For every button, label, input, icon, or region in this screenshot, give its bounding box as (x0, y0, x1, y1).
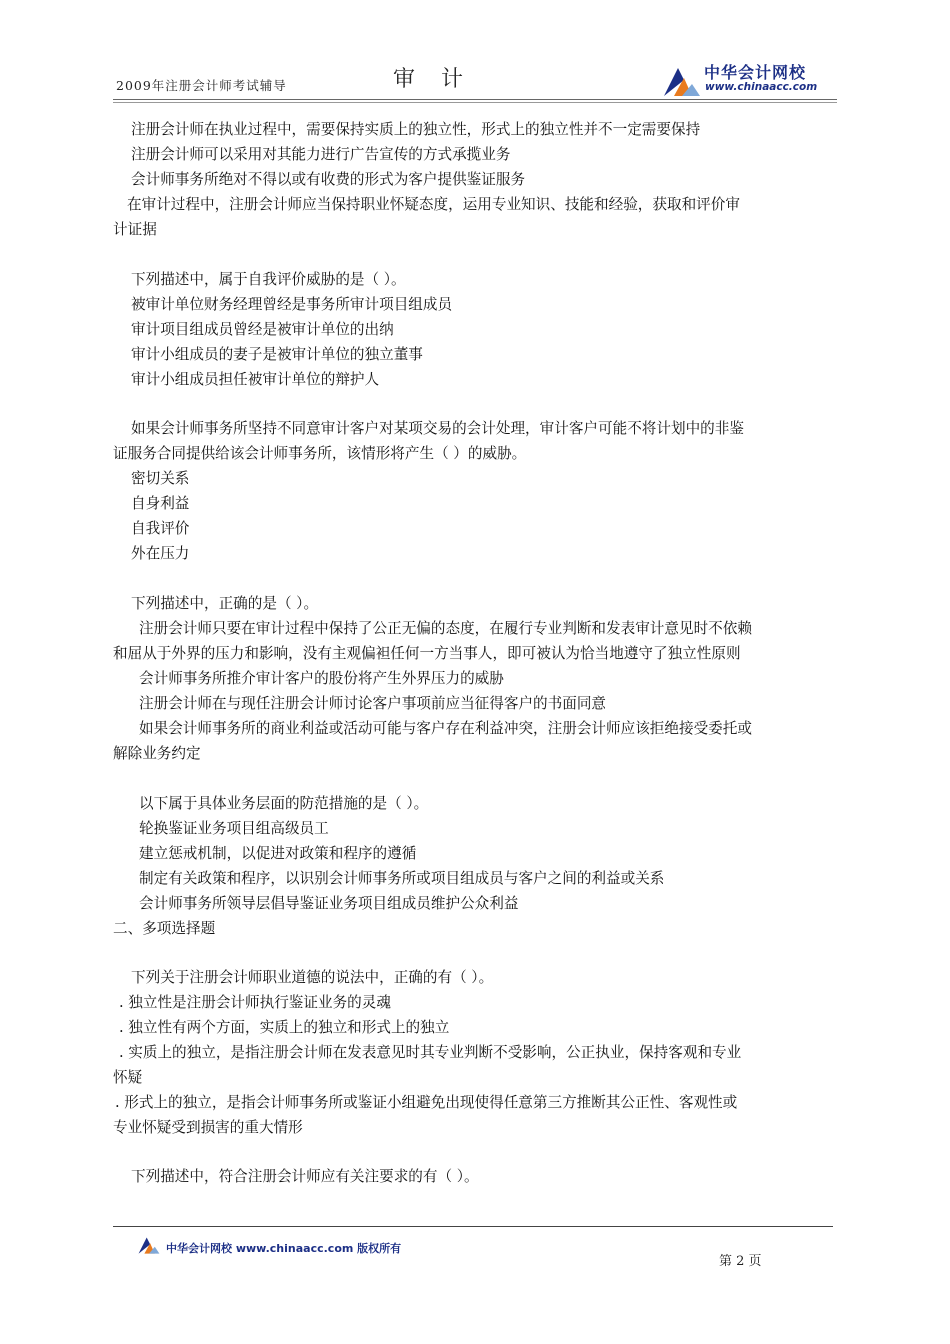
option-line: 审计项目组成员曾经是被审计单位的出纳 (131, 321, 394, 338)
question-stem: 证服务合同提供给该会计师事务所，该情形将产生（ ）的威胁。 (113, 445, 527, 462)
option-line: 会计师事务所领导层倡导鉴证业务项目组成员维护公众利益 (139, 895, 519, 912)
logo-mark-icon (662, 62, 702, 100)
text-line: 注册会计师可以采用对其能力进行广告宣传的方式承揽业务 (131, 146, 511, 163)
header-divider (113, 99, 837, 100)
option-line: 和屈从于外界的压力和影响，没有主观偏袒任何一方当事人，即可被认为恰当地遵守了独立性原则 (113, 645, 741, 662)
option-line: 密切关系 (131, 470, 190, 487)
question-stem: 下列关于注册会计师职业道德的说法中，正确的有（ ）。 (131, 969, 494, 986)
option-line: . 实质上的独立，是指注册会计师在发表意见时其专业判断不受影响，公正执业，保持客观和专业 (119, 1044, 742, 1061)
option-line: . 形式上的独立，是指会计师事务所或鉴证小组避免出现使得任意第三方推断其公正性、客观性或 (115, 1094, 738, 1111)
header-divider-thin (113, 102, 837, 103)
page-number: 第 2 页 (719, 1254, 762, 1269)
option-line: . 独立性有两个方面，实质上的独立和形式上的独立 (119, 1019, 450, 1036)
logo-name: 中华会计网校 (704, 63, 807, 82)
header-exam-label: 2009年注册会计师考试辅导 (116, 78, 287, 93)
footer-copyright: 中华会计网校 www.chinaacc.com 版权所有 (166, 1242, 402, 1255)
option-line: 外在压力 (131, 545, 190, 562)
option-line: 怀疑 (113, 1069, 143, 1086)
option-line: 建立惩戒机制，以促进对政策和程序的遵循 (139, 845, 417, 862)
question-stem: 下列描述中，正确的是（ ）。 (131, 595, 319, 612)
option-line: 如果会计师事务所的商业利益或活动可能与客户存在利益冲突，注册会计师应该拒绝接受委托或 (139, 720, 752, 737)
option-line: . 独立性是注册会计师执行鉴证业务的灵魂 (119, 994, 391, 1011)
text-line: 计证据 (113, 221, 157, 238)
text-line: 注册会计师在执业过程中，需要保持实质上的独立性，形式上的独立性并不一定需要保持 (131, 121, 701, 138)
option-line: 审计小组成员担任被审计单位的辩护人 (131, 371, 380, 388)
question-stem: 下列描述中，属于自我评价威胁的是（ ）。 (131, 271, 406, 288)
chinaacc-logo (662, 60, 832, 100)
option-line: 专业怀疑受到损害的重大情形 (113, 1119, 303, 1136)
text-line: 会计师事务所绝对不得以或有收费的形式为客户提供鉴证服务 (131, 171, 526, 188)
question-stem: 下列描述中，符合注册会计师应有关注要求的有（ ）。 (131, 1168, 479, 1185)
option-line: 注册会计师在与现任注册会计师讨论客户事项前应当征得客户的书面同意 (139, 695, 607, 712)
text-line: 在审计过程中，注册会计师应当保持职业怀疑态度，运用专业知识、技能和经验，获取和评价审 (127, 196, 740, 213)
option-line: 会计师事务所推介审计客户的股份将产生外界压力的威胁 (139, 670, 504, 687)
question-stem: 以下属于具体业务层面的防范措施的是（ ）。 (139, 795, 429, 812)
footer-logo (136, 1234, 436, 1258)
logo-mark-icon (136, 1234, 162, 1256)
footer-divider (113, 1226, 833, 1227)
option-line: 被审计单位财务经理曾经是事务所审计项目组成员 (131, 296, 453, 313)
option-line: 审计小组成员的妻子是被审计单位的独立董事 (131, 346, 423, 363)
option-line: 制定有关政策和程序，以识别会计师事务所或项目组成员与客户之间的利益或关系 (139, 870, 665, 887)
option-line: 注册会计师只要在审计过程中保持了公正无偏的态度，在履行专业判断和发表审计意见时不依赖 (139, 620, 752, 637)
question-stem: 如果会计师事务所坚持不同意审计客户对某项交易的会计处理，审计客户可能不将计划中的非鉴 (131, 420, 744, 437)
section-heading: 二、多项选择题 (113, 920, 216, 937)
logo-url: www.chinaacc.com (705, 81, 818, 93)
option-line: 轮换鉴证业务项目组高级员工 (139, 820, 329, 837)
option-line: 自我评价 (131, 520, 190, 537)
header-title: 审计 (393, 67, 490, 92)
option-line: 自身利益 (131, 495, 190, 512)
option-line: 解除业务约定 (113, 745, 201, 762)
